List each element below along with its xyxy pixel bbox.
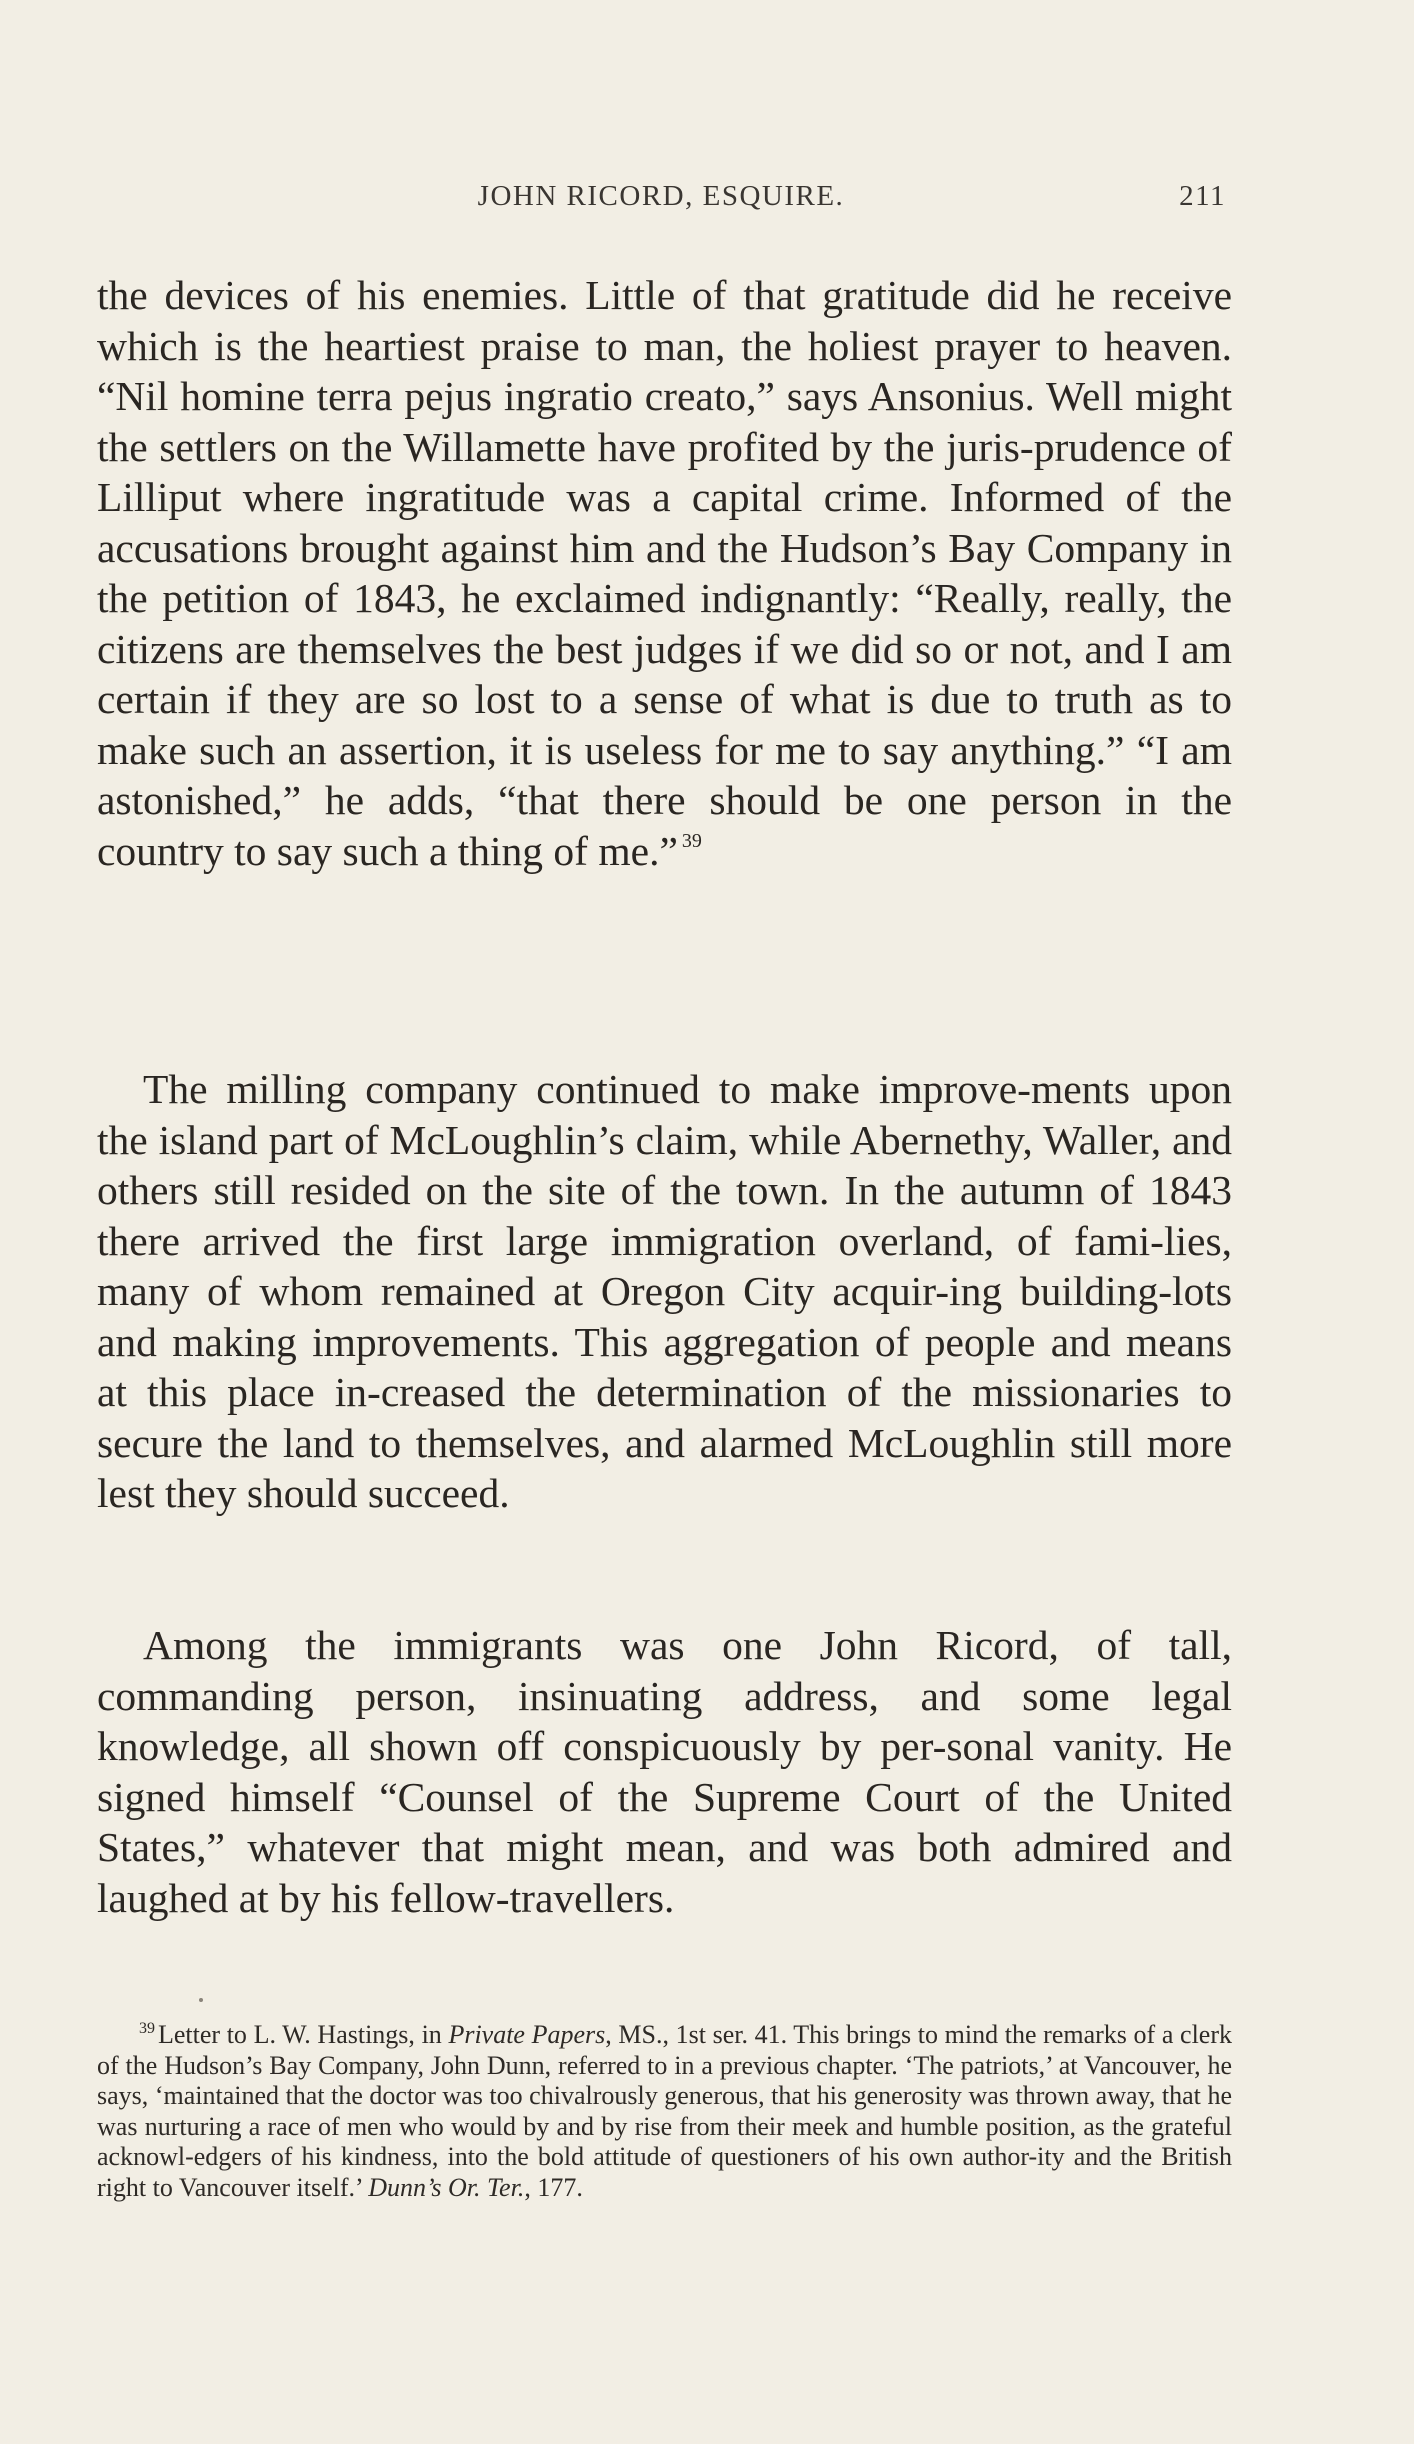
paragraph-text: the devices of his enemies. Little of that gratitude did he receive which is the heartiest praise to man, the holiest prayer to heaven. “Nil homine terra pejus ingratio creato,” says Ansonius. Well might the settlers on the Willamette have profited by the juris-prudence of Lilliput where ingratitude was a capital crime. Informed of the accusations brought against him and the Hudson’s Bay Company in the petition of 1843, he exclaimed indignantly: “Really, really, the citizens are themselves the best judges if we did so or not, and I am certain if they are so lost to a sense of what is due to truth as to make such an assertion, it is useless for me to say anything.” “I am astonished,” he adds, “that there should be one person in the country to say such a thing of me.”: [97, 272, 1232, 874]
footnote-text-b: , MS., 1st ser. 41. This brings to mind the remarks of a clerk of the Hudson’s Bay Company, John Dunn, referred to in a previous chapter. ‘The patriots,’ at Vancouver, he says, ‘maintained that the doctor was too chivalrously generous, that his generosity was thrown away, that he was nurturing a race of men who would by and by rise from their meek and humble position, as the grateful acknowl-edgers of his kindness, into the bold attitude of questioners of his own author-ity and the British right to Vancouver itself.’: [97, 2020, 1232, 2202]
paragraph-text: Among the immigrants was one John Ricord, of tall, commanding person, insinuating address, and some legal knowledge, all shown off conspicuously by per-sonal vanity. He signed himself “Counsel of the Supreme Court of the United States,” whatever that might mean, and was both admired and laughed at by his fellow-travellers.: [97, 1622, 1232, 1921]
footnote-source-title: Private Papers: [448, 2020, 606, 2049]
footnote-citation-title: Dunn’s Or. Ter.: [368, 2172, 525, 2202]
body-paragraph-3: [97, 1620, 1232, 1923]
body-paragraph-2: [97, 1064, 1232, 1519]
footnote-number: 39: [139, 2020, 155, 2037]
footnote-reference: 39: [681, 829, 702, 852]
running-head: [96, 180, 1226, 220]
footnote-text-a: Letter to L. W. Hastings, in: [158, 2020, 449, 2049]
footnote: [97, 2020, 1232, 2203]
page-number: 211: [1179, 180, 1226, 212]
body-paragraph-1: [97, 270, 1232, 876]
footnote-text-c: , 177.: [524, 2172, 583, 2202]
paragraph-text: The milling company continued to make improve-ments upon the island part of McLoughlin’s claim, while Abernethy, Waller, and others still resided on the site of the town. In the autumn of 1843 there arrived the first large immigration overland, of fami-lies, many of whom remained at Oregon City acquir-ing building-lots and making improvements. This aggregation of people and means at this place in-creased the determination of the missionaries to secure the land to themselves, and alarmed McLoughlin still more lest they should succeed.: [97, 1066, 1232, 1516]
footnote-separator-mark: [199, 1998, 203, 2002]
chapter-title: JOHN RICORD, ESQUIRE.: [477, 180, 845, 212]
